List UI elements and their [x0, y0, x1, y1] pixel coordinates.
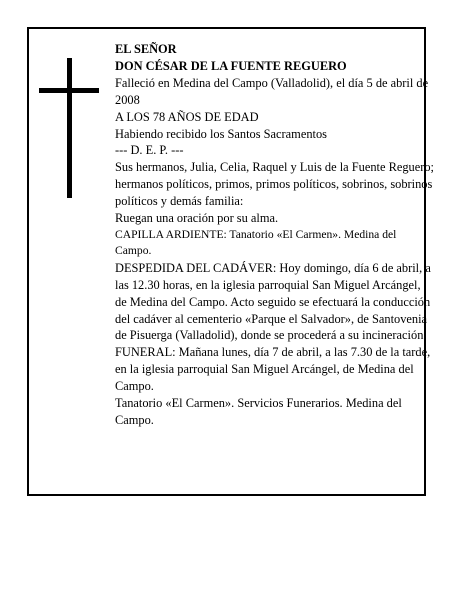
- funeral-paragraph: FUNERAL: Mañana lunes, día 7 de abril, a las 7.30 de la tarde, en la iglesia parroquial San Miguel Arcángel, de Medina del Campo.: [115, 345, 431, 394]
- chapel-paragraph: CAPILLA ARDIENTE: Tanatorio «El Carmen». Medina del Campo.: [115, 227, 397, 258]
- notice-text: [115, 41, 435, 429]
- services-paragraph: Tanatorio «El Carmen». Servicios Funerarios. Medina del Campo.: [115, 396, 402, 427]
- age-line: A LOS 78 AÑOS DE EDAD: [115, 109, 259, 124]
- prayer-line: Ruegan una oración por su alma.: [115, 211, 279, 226]
- rip-line: --- D. E. P. ---: [115, 143, 184, 158]
- farewell-paragraph: DESPEDIDA DEL CADÁVER: Hoy domingo, día 6 de abril, a las 12.30 horas, en la iglesia parroquial San Miguel Arcángel, de Medina del Campo. Acto seguido se efectuará la conducción del cadáver al cementerio «Parque el Salvador», de Santovenia de Pisuerga (Valladolid), donde se procederá a su incineración.: [115, 260, 431, 343]
- sacraments-line: Habiendo recibido los Santos Sacramentos: [115, 126, 327, 141]
- obituary-notice: [27, 27, 434, 496]
- cross-vertical-bar: [67, 58, 72, 198]
- cross-horizontal-bar: [39, 88, 99, 93]
- death-info: Falleció en Medina del Campo (Valladolid), el día 5 de abril de 2008: [115, 75, 429, 107]
- deceased-title: EL SEÑOR: [115, 42, 177, 56]
- deceased-name: DON CÉSAR DE LA FUENTE REGUERO: [115, 58, 347, 73]
- family-paragraph: Sus hermanos, Julia, Celia, Raquel y Luis de la Fuente Reguero; hermanos políticos, primos, primos políticos, sobrinos, sobrinos políticos y demás familia:: [115, 160, 434, 209]
